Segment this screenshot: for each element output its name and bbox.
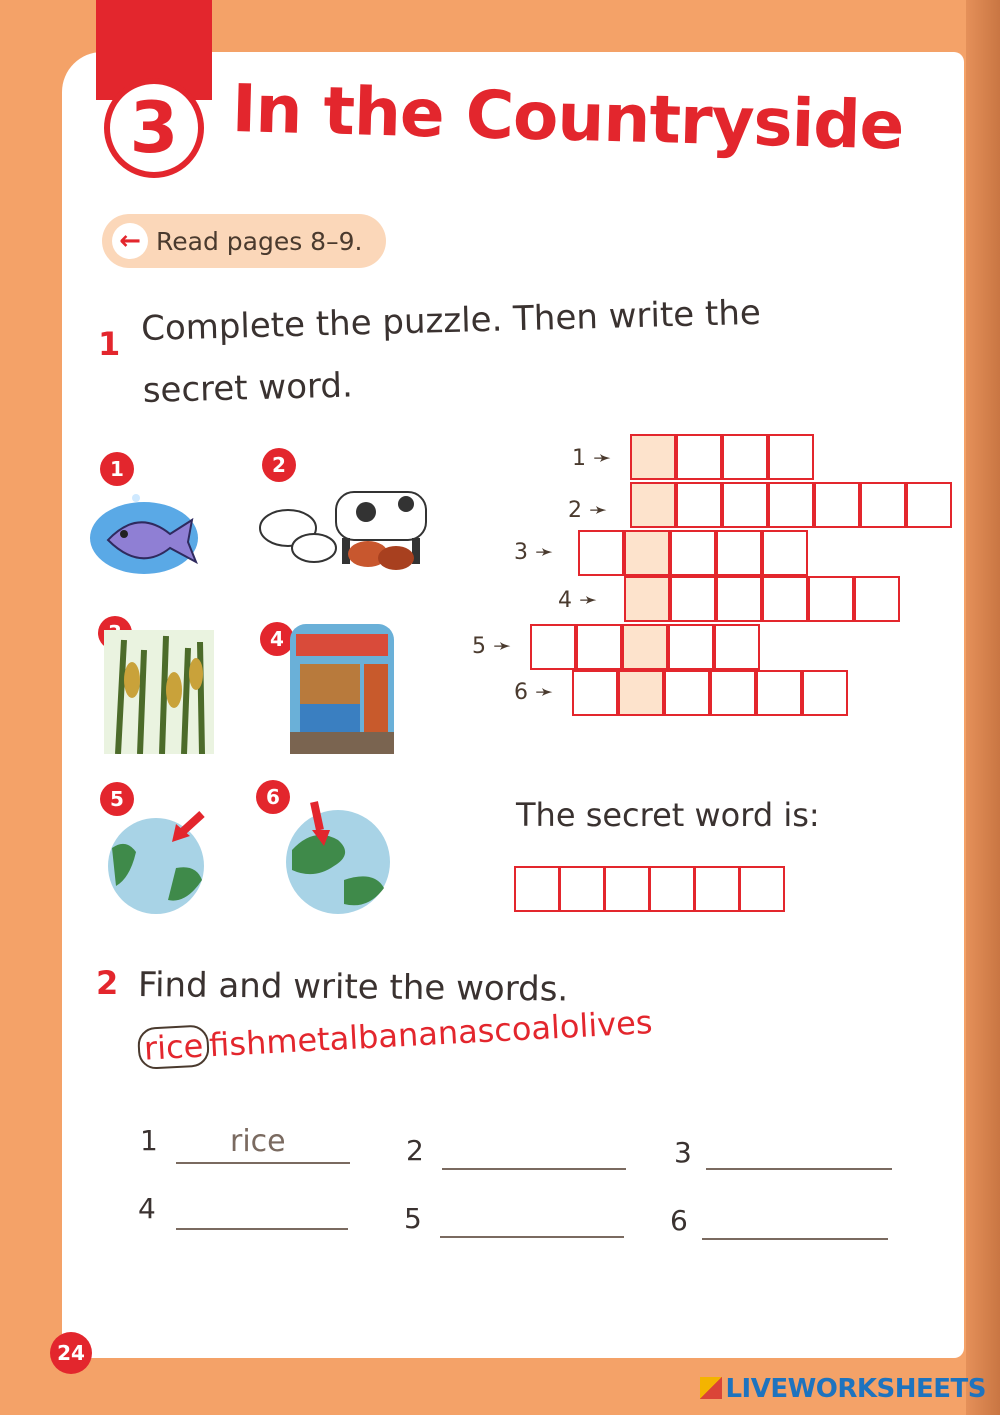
crossword-cell[interactable] xyxy=(814,482,860,528)
watermark xyxy=(700,1374,986,1404)
secret-word-cell[interactable] xyxy=(739,866,785,912)
crossword-cell[interactable] xyxy=(618,670,664,716)
exercise-1-line-1: Complete the puzzle. Then write the xyxy=(140,292,762,350)
answer-1-number: 1 xyxy=(140,1124,158,1157)
crossword-cell[interactable] xyxy=(768,434,814,480)
exercise-1-instruction xyxy=(140,282,763,422)
clue-5: 5 ➛ xyxy=(472,634,512,659)
answer-4-line[interactable] xyxy=(176,1228,348,1230)
secret-word-label: The secret word is: xyxy=(516,796,820,834)
crossword-cell[interactable] xyxy=(670,576,716,622)
crossword-cell[interactable] xyxy=(664,670,710,716)
crossword-cell[interactable] xyxy=(576,624,622,670)
farm-animals-icon xyxy=(256,468,446,578)
answer-1-word: rice xyxy=(230,1124,286,1159)
crossword-cell[interactable] xyxy=(622,624,668,670)
read-pages-text: Read pages 8–9. xyxy=(156,226,363,256)
answer-1-line[interactable] xyxy=(176,1162,350,1164)
fish-icon xyxy=(88,490,208,586)
read-pages-pill xyxy=(102,214,386,268)
crossword-cell[interactable] xyxy=(530,624,576,670)
map-arrow-icon xyxy=(284,800,392,916)
globe-arrow-icon xyxy=(106,808,206,916)
watermark-text: LIVEWORKSHEETS xyxy=(725,1374,986,1404)
clue-1: 1 ➛ xyxy=(572,446,612,471)
exercise-1-number: 1 xyxy=(98,325,121,363)
crossword-cell[interactable] xyxy=(756,670,802,716)
crossword-cell[interactable] xyxy=(768,482,814,528)
unit-title: In the Countryside xyxy=(230,70,905,165)
secret-word-cell[interactable] xyxy=(514,866,560,912)
crossword-cell[interactable] xyxy=(716,530,762,576)
crossword-cell[interactable] xyxy=(676,482,722,528)
secret-word-cell[interactable] xyxy=(604,866,650,912)
answer-4-number: 4 xyxy=(138,1192,156,1225)
crossword-cell[interactable] xyxy=(762,530,808,576)
picture-1-badge: 1 xyxy=(100,452,134,486)
answer-2-number: 2 xyxy=(406,1134,424,1167)
answer-6-number: 6 xyxy=(670,1204,688,1237)
crossword-cell[interactable] xyxy=(802,670,848,716)
crossword-cell[interactable] xyxy=(624,576,670,622)
answer-6-line[interactable] xyxy=(702,1238,888,1240)
crossword-cell[interactable] xyxy=(714,624,760,670)
crossword-cell[interactable] xyxy=(762,576,808,622)
crossword-cell[interactable] xyxy=(722,482,768,528)
picture-2-badge: 2 xyxy=(262,448,296,482)
exercise-1-line-2: secret word. xyxy=(142,365,354,411)
answer-5-number: 5 xyxy=(404,1202,422,1235)
secret-word-cell[interactable] xyxy=(649,866,695,912)
crossword-cell[interactable] xyxy=(906,482,952,528)
clue-4: 4 ➛ xyxy=(558,588,598,613)
answer-3-number: 3 xyxy=(674,1136,692,1169)
crossword-cell[interactable] xyxy=(670,530,716,576)
arrow-left-icon: ← xyxy=(112,223,148,259)
circled-word: rice xyxy=(137,1024,210,1070)
clue-2: 2 ➛ xyxy=(568,498,608,523)
crossword-cell[interactable] xyxy=(808,576,854,622)
crossword-cell[interactable] xyxy=(710,670,756,716)
page-number: 24 xyxy=(50,1332,92,1374)
answer-2-line[interactable] xyxy=(442,1168,626,1170)
market-stall-icon xyxy=(290,624,394,754)
answer-3-line[interactable] xyxy=(706,1168,892,1170)
word-snake-letters: fishmetalbananascoalolives xyxy=(208,1003,654,1065)
exercise-2-instruction: Find and write the words. xyxy=(137,965,569,1010)
crossword-cell[interactable] xyxy=(722,434,768,480)
clue-3: 3 ➛ xyxy=(514,540,554,565)
unit-number-badge xyxy=(104,78,204,178)
secret-word-cell[interactable] xyxy=(559,866,605,912)
exercise-2-number: 2 xyxy=(96,964,119,1002)
secret-word-cell[interactable] xyxy=(694,866,740,912)
crossword-cell[interactable] xyxy=(676,434,722,480)
crossword-cell[interactable] xyxy=(578,530,624,576)
crossword-cell[interactable] xyxy=(854,576,900,622)
crossword-cell[interactable] xyxy=(716,576,762,622)
picture-6-badge: 6 xyxy=(256,780,290,814)
unit-number: 3 xyxy=(129,87,179,169)
picture-4-badge: 4 xyxy=(260,622,294,656)
crossword-cell[interactable] xyxy=(624,530,670,576)
page-edge xyxy=(966,0,1000,1415)
crossword-cell[interactable] xyxy=(572,670,618,716)
clue-6: 6 ➛ xyxy=(514,680,554,705)
crossword-cell[interactable] xyxy=(668,624,714,670)
liveworksheets-logo-icon xyxy=(700,1377,722,1399)
crossword-cell[interactable] xyxy=(630,434,676,480)
crossword-cell[interactable] xyxy=(630,482,676,528)
answer-5-line[interactable] xyxy=(440,1236,624,1238)
crop-plants-icon xyxy=(104,630,214,754)
crossword-cell[interactable] xyxy=(860,482,906,528)
picture-5-badge: 5 xyxy=(100,782,134,816)
